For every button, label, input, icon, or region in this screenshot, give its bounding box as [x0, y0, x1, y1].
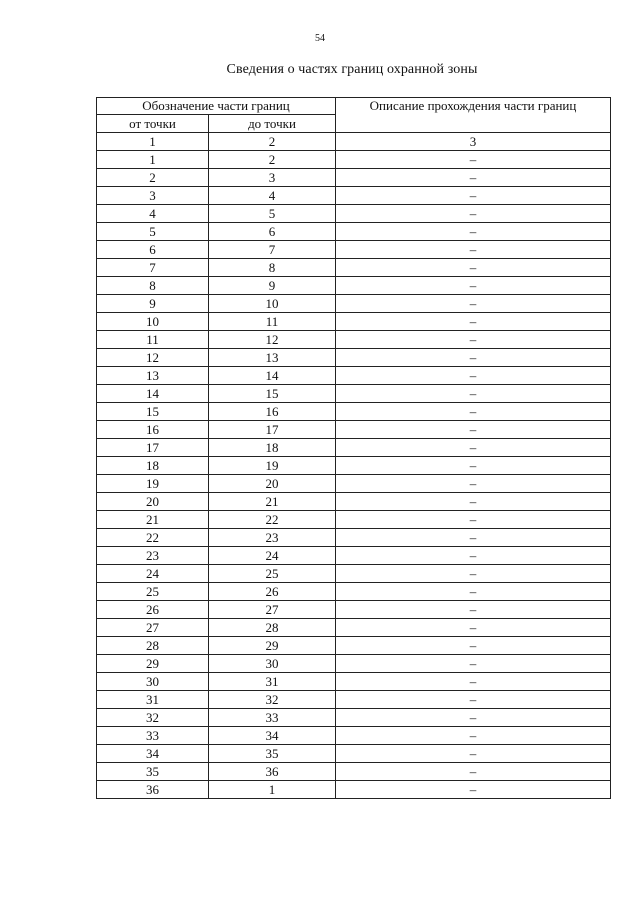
- description-cell: –: [336, 259, 611, 277]
- from-point-cell: 10: [97, 313, 209, 331]
- table-row: [97, 331, 611, 349]
- to-point-cell: 29: [209, 637, 336, 655]
- from-point-cell: 33: [97, 727, 209, 745]
- from-point-cell: 3: [97, 187, 209, 205]
- table-row: [97, 223, 611, 241]
- from-point-cell: 34: [97, 745, 209, 763]
- from-point-cell: 2: [97, 169, 209, 187]
- to-point-cell: 27: [209, 601, 336, 619]
- to-point-cell: 4: [209, 187, 336, 205]
- column-number-3: 3: [336, 133, 611, 151]
- table-row: [97, 475, 611, 493]
- from-point-cell: 14: [97, 385, 209, 403]
- to-point-cell: 22: [209, 511, 336, 529]
- table-row: [97, 457, 611, 475]
- to-point-cell: 32: [209, 691, 336, 709]
- description-cell: –: [336, 421, 611, 439]
- from-point-cell: 29: [97, 655, 209, 673]
- table-row: [97, 313, 611, 331]
- from-point-cell: 20: [97, 493, 209, 511]
- from-point-cell: 5: [97, 223, 209, 241]
- description-cell: –: [336, 511, 611, 529]
- table-row: [97, 655, 611, 673]
- description-cell: –: [336, 295, 611, 313]
- description-cell: –: [336, 367, 611, 385]
- page-number: 54: [315, 33, 325, 44]
- to-point-cell: 36: [209, 763, 336, 781]
- table-row: [97, 781, 611, 799]
- description-cell: –: [336, 169, 611, 187]
- to-point-cell: 13: [209, 349, 336, 367]
- from-point-cell: 23: [97, 547, 209, 565]
- to-point-cell: 25: [209, 565, 336, 583]
- from-point-cell: 28: [97, 637, 209, 655]
- table-row: [97, 637, 611, 655]
- to-point-cell: 18: [209, 439, 336, 457]
- description-cell: –: [336, 709, 611, 727]
- column-numbers-row: [97, 133, 611, 151]
- from-point-cell: 24: [97, 565, 209, 583]
- table-row: [97, 187, 611, 205]
- to-point-cell: 26: [209, 583, 336, 601]
- column-number-2: 2: [209, 133, 336, 151]
- from-point-cell: 21: [97, 511, 209, 529]
- header-from-point: от точки: [97, 115, 209, 133]
- to-point-cell: 16: [209, 403, 336, 421]
- description-cell: –: [336, 403, 611, 421]
- table-row: [97, 493, 611, 511]
- table-row: [97, 619, 611, 637]
- to-point-cell: 31: [209, 673, 336, 691]
- to-point-cell: 14: [209, 367, 336, 385]
- description-cell: –: [336, 187, 611, 205]
- from-point-cell: 8: [97, 277, 209, 295]
- table-row: [97, 205, 611, 223]
- description-cell: –: [336, 637, 611, 655]
- from-point-cell: 27: [97, 619, 209, 637]
- description-cell: –: [336, 205, 611, 223]
- description-cell: –: [336, 475, 611, 493]
- description-cell: –: [336, 493, 611, 511]
- description-cell: –: [336, 223, 611, 241]
- from-point-cell: 35: [97, 763, 209, 781]
- to-point-cell: 10: [209, 295, 336, 313]
- table-row: [97, 709, 611, 727]
- from-point-cell: 6: [97, 241, 209, 259]
- table-row: [97, 583, 611, 601]
- from-point-cell: 12: [97, 349, 209, 367]
- table-row: [97, 547, 611, 565]
- from-point-cell: 36: [97, 781, 209, 799]
- to-point-cell: 35: [209, 745, 336, 763]
- table-row: [97, 727, 611, 745]
- from-point-cell: 22: [97, 529, 209, 547]
- to-point-cell: 2: [209, 151, 336, 169]
- boundary-parts-table: [96, 97, 611, 799]
- to-point-cell: 6: [209, 223, 336, 241]
- table-row: [97, 295, 611, 313]
- from-point-cell: 18: [97, 457, 209, 475]
- table-body: [97, 151, 611, 799]
- from-point-cell: 19: [97, 475, 209, 493]
- description-cell: –: [336, 745, 611, 763]
- header-to-point: до точки: [209, 115, 336, 133]
- to-point-cell: 24: [209, 547, 336, 565]
- description-cell: –: [336, 601, 611, 619]
- description-cell: –: [336, 313, 611, 331]
- description-cell: –: [336, 727, 611, 745]
- table-row: [97, 601, 611, 619]
- from-point-cell: 17: [97, 439, 209, 457]
- table-row: [97, 349, 611, 367]
- description-cell: –: [336, 439, 611, 457]
- description-cell: –: [336, 331, 611, 349]
- to-point-cell: 8: [209, 259, 336, 277]
- description-cell: –: [336, 529, 611, 547]
- from-point-cell: 25: [97, 583, 209, 601]
- from-point-cell: 32: [97, 709, 209, 727]
- to-point-cell: 23: [209, 529, 336, 547]
- table-row: [97, 673, 611, 691]
- from-point-cell: 4: [97, 205, 209, 223]
- from-point-cell: 1: [97, 151, 209, 169]
- document-title: Сведения о частях границ охранной зоны: [226, 62, 478, 77]
- header-boundary-part-designation: Обозначение части границ: [97, 98, 336, 115]
- to-point-cell: 11: [209, 313, 336, 331]
- table-row: [97, 439, 611, 457]
- table-row: [97, 241, 611, 259]
- description-cell: –: [336, 565, 611, 583]
- table-row: [97, 277, 611, 295]
- to-point-cell: 15: [209, 385, 336, 403]
- to-point-cell: 3: [209, 169, 336, 187]
- from-point-cell: 15: [97, 403, 209, 421]
- to-point-cell: 1: [209, 781, 336, 799]
- description-cell: –: [336, 277, 611, 295]
- description-cell: –: [336, 151, 611, 169]
- from-point-cell: 30: [97, 673, 209, 691]
- description-cell: –: [336, 241, 611, 259]
- to-point-cell: 21: [209, 493, 336, 511]
- table-row: [97, 529, 611, 547]
- table-row: [97, 691, 611, 709]
- description-cell: –: [336, 763, 611, 781]
- to-point-cell: 28: [209, 619, 336, 637]
- from-point-cell: 13: [97, 367, 209, 385]
- description-cell: –: [336, 547, 611, 565]
- table-row: [97, 565, 611, 583]
- to-point-cell: 12: [209, 331, 336, 349]
- to-point-cell: 9: [209, 277, 336, 295]
- table-row: [97, 403, 611, 421]
- table-row: [97, 385, 611, 403]
- table-row: [97, 763, 611, 781]
- from-point-cell: 31: [97, 691, 209, 709]
- from-point-cell: 9: [97, 295, 209, 313]
- from-point-cell: 7: [97, 259, 209, 277]
- from-point-cell: 16: [97, 421, 209, 439]
- column-number-1: 1: [97, 133, 209, 151]
- table-header-row-1: [97, 98, 611, 115]
- description-cell: –: [336, 673, 611, 691]
- table-row: [97, 511, 611, 529]
- to-point-cell: 17: [209, 421, 336, 439]
- from-point-cell: 26: [97, 601, 209, 619]
- description-cell: –: [336, 385, 611, 403]
- description-cell: –: [336, 349, 611, 367]
- table-row: [97, 151, 611, 169]
- table-row: [97, 745, 611, 763]
- to-point-cell: 19: [209, 457, 336, 475]
- header-boundary-description: Описание прохождения части границ: [336, 98, 611, 133]
- to-point-cell: 7: [209, 241, 336, 259]
- to-point-cell: 5: [209, 205, 336, 223]
- description-cell: –: [336, 655, 611, 673]
- table-row: [97, 367, 611, 385]
- description-cell: –: [336, 619, 611, 637]
- table-row: [97, 169, 611, 187]
- to-point-cell: 33: [209, 709, 336, 727]
- to-point-cell: 34: [209, 727, 336, 745]
- table-row: [97, 259, 611, 277]
- description-cell: –: [336, 457, 611, 475]
- description-cell: –: [336, 781, 611, 799]
- description-cell: –: [336, 691, 611, 709]
- table-row: [97, 421, 611, 439]
- from-point-cell: 11: [97, 331, 209, 349]
- description-cell: –: [336, 583, 611, 601]
- to-point-cell: 30: [209, 655, 336, 673]
- to-point-cell: 20: [209, 475, 336, 493]
